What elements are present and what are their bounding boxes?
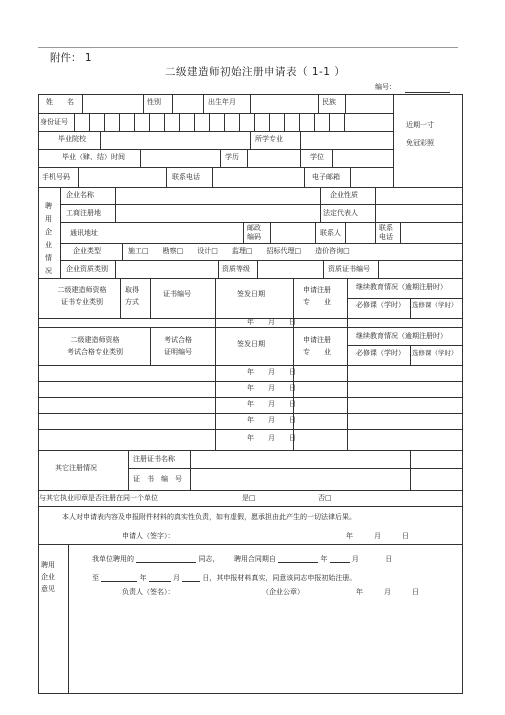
row-line bbox=[60, 222, 463, 223]
gender-label: 性别 bbox=[147, 98, 161, 106]
row-line bbox=[38, 187, 463, 188]
row-line bbox=[60, 243, 463, 244]
side-char: 况 bbox=[45, 267, 52, 275]
col-line bbox=[74, 113, 75, 131]
opinion-date[interactable]: 年 月 日 bbox=[356, 588, 419, 596]
row-line bbox=[347, 298, 463, 299]
text: 月 bbox=[351, 555, 359, 563]
col-line bbox=[293, 278, 294, 450]
side-char: 业 bbox=[45, 241, 52, 249]
col-line bbox=[78, 167, 79, 187]
postcode-label: 邮政编码 bbox=[247, 224, 261, 241]
id-box-line bbox=[89, 113, 90, 131]
number-label: 编号： bbox=[375, 83, 396, 91]
contact-phone-label: 联系电话 bbox=[379, 224, 393, 241]
apply-major-header bbox=[303, 334, 331, 358]
col-line bbox=[150, 278, 151, 318]
row-line bbox=[38, 327, 463, 328]
photo-label: 近期一寸 bbox=[406, 121, 434, 129]
col-line bbox=[115, 260, 116, 278]
col-line bbox=[347, 278, 348, 450]
header-line: 取得 bbox=[125, 286, 139, 294]
text: 至 bbox=[92, 574, 99, 582]
row-line bbox=[38, 413, 463, 414]
school-label: 毕业院校 bbox=[58, 135, 86, 143]
side-char: 意见 bbox=[41, 585, 55, 593]
row-line bbox=[38, 544, 463, 545]
end-month-field[interactable] bbox=[149, 573, 171, 582]
seal-label: （企业公章） bbox=[262, 588, 304, 596]
attachment-label: 附件： 1 bbox=[50, 52, 92, 64]
id-box-line bbox=[119, 113, 120, 131]
text: 同志， bbox=[198, 555, 220, 563]
side-char: 用 bbox=[45, 215, 52, 223]
col-line bbox=[172, 94, 173, 113]
other-reg-label: 其它注册情况 bbox=[55, 464, 97, 472]
col-line bbox=[100, 131, 101, 149]
id-box-line bbox=[104, 113, 105, 131]
col-line bbox=[128, 450, 129, 490]
apply-major-header bbox=[303, 284, 331, 308]
col-line bbox=[122, 243, 123, 260]
id-box-line bbox=[134, 113, 135, 131]
company-type-label: 企业类型 bbox=[73, 247, 101, 255]
col-line bbox=[143, 94, 144, 113]
contact-label: 联系人 bbox=[320, 229, 341, 237]
reg-cert-name-label: 注册证书名称 bbox=[133, 455, 175, 463]
mail-address-label: 通讯地址 bbox=[70, 229, 98, 237]
id-box-line bbox=[194, 113, 195, 131]
col-line bbox=[68, 544, 69, 694]
col-line bbox=[120, 278, 121, 318]
header-line: 专 业 bbox=[303, 298, 331, 306]
start-month-field[interactable] bbox=[330, 554, 350, 563]
id-box-line bbox=[269, 113, 270, 131]
exam-cert-header bbox=[164, 334, 192, 358]
col-line bbox=[410, 450, 411, 490]
date-field[interactable]: 年 月 日 bbox=[247, 318, 296, 326]
col-line bbox=[332, 149, 333, 167]
header-line: 二级建造师资格 bbox=[70, 336, 120, 344]
header-line: 证书专业类别 bbox=[61, 298, 103, 306]
text: 年 bbox=[139, 574, 147, 582]
other-cert-no-label: 证 书 编 号 bbox=[133, 475, 182, 483]
row-line bbox=[38, 365, 463, 366]
col-line bbox=[140, 149, 141, 167]
col-line bbox=[247, 149, 248, 167]
row-line bbox=[38, 381, 463, 382]
col-line bbox=[320, 187, 321, 222]
id-label: 身份证号 bbox=[40, 118, 68, 126]
col-line bbox=[345, 94, 346, 113]
date-field[interactable]: 年 月 日 bbox=[247, 434, 296, 442]
same-unit-yes[interactable]: 是□ bbox=[242, 494, 256, 502]
required-header: 必修课（学时） bbox=[356, 301, 405, 309]
cert-number-label: 资质证书编号 bbox=[328, 265, 370, 273]
row-line bbox=[38, 490, 463, 491]
id-box-line bbox=[149, 113, 150, 131]
number-field-line[interactable] bbox=[405, 92, 450, 93]
col-line bbox=[257, 260, 258, 278]
opinion-line1 bbox=[92, 554, 392, 563]
date-field[interactable]: 年 月 日 bbox=[247, 416, 296, 424]
id-box-line bbox=[179, 113, 180, 131]
id-box-line bbox=[344, 113, 345, 131]
col-line bbox=[150, 327, 151, 365]
name-label: 姓 名 bbox=[46, 98, 74, 106]
header-line: 考试合格专业类别 bbox=[67, 348, 123, 356]
qualification-level-label: 资质等级 bbox=[222, 265, 250, 273]
opinion-line2 bbox=[92, 573, 356, 582]
header-line: 申请注册 bbox=[303, 336, 331, 344]
side-char: 企业 bbox=[41, 573, 55, 581]
header-line: 考试合格 bbox=[164, 336, 192, 344]
ethnicity-label: 民族 bbox=[322, 98, 336, 106]
same-unit-no[interactable]: 否□ bbox=[318, 494, 332, 502]
col-line bbox=[393, 94, 394, 187]
education-label: 学历 bbox=[225, 153, 239, 161]
col-line bbox=[345, 222, 346, 243]
reg-address-label: 工商注册地 bbox=[66, 209, 101, 217]
header-line: 二级建造师资格 bbox=[57, 286, 107, 294]
text: 聘用合同期自 bbox=[233, 555, 276, 563]
degree-label: 学位 bbox=[310, 153, 324, 161]
col-line bbox=[220, 149, 221, 167]
col-line bbox=[212, 167, 213, 187]
form-title: 二级建造师初始注册申请表（ 1-1 ） bbox=[165, 66, 346, 78]
company-type-options[interactable]: 施工□ 勘察□ 设计□ 监理□ 招标代理□ 造价咨询□ bbox=[128, 247, 350, 255]
side-char: 企 bbox=[45, 228, 52, 236]
issue-date-header: 签发日期 bbox=[237, 340, 265, 348]
side-char: 情 bbox=[45, 254, 52, 262]
row-line bbox=[128, 468, 463, 469]
employer-side-label bbox=[45, 200, 54, 278]
row-line bbox=[38, 397, 463, 398]
col-line bbox=[218, 260, 219, 278]
id-box-line bbox=[224, 113, 225, 131]
same-unit-question: 与其它执业印章是否注册在同一个单位 bbox=[39, 494, 158, 502]
required-header: 必修课（学时） bbox=[356, 349, 405, 357]
id-box-line bbox=[164, 113, 165, 131]
photo-label: 免冠彩照 bbox=[406, 139, 434, 147]
signer-label: 负责人（签名）： bbox=[122, 588, 175, 596]
id-box-line bbox=[284, 113, 285, 131]
row-line bbox=[60, 260, 463, 261]
phone-label: 联系电话 bbox=[172, 173, 200, 181]
col-line bbox=[250, 131, 251, 149]
qualification-label: 企业资质类别 bbox=[66, 265, 108, 273]
elective-header: 选修课（学时） bbox=[412, 349, 458, 357]
end-day-field[interactable] bbox=[182, 573, 200, 582]
col-line bbox=[375, 222, 376, 243]
issue-date-header: 签发日期 bbox=[237, 290, 265, 298]
col-line bbox=[190, 450, 191, 490]
col-line bbox=[304, 167, 305, 187]
col-line bbox=[323, 260, 324, 278]
mobile-label: 手机号码 bbox=[42, 173, 70, 181]
email-label: 电子邮箱 bbox=[312, 173, 340, 181]
id-box-line bbox=[254, 113, 255, 131]
start-year-field[interactable] bbox=[278, 554, 318, 563]
text: 日，其申报材料真实，同意该同志申报初始注册。 bbox=[202, 574, 357, 582]
row-line bbox=[38, 113, 393, 114]
col-line bbox=[375, 187, 376, 222]
cert-no-header: 证书编号 bbox=[163, 290, 191, 298]
declaration-date[interactable]: 年 月 日 bbox=[346, 532, 409, 540]
row-line bbox=[38, 278, 463, 279]
col-line bbox=[203, 94, 204, 113]
major-label: 所学专业 bbox=[255, 135, 283, 143]
legal-rep-label: 法定代表人 bbox=[323, 209, 358, 217]
grad-time-label: 毕业（肄、结）时间 bbox=[62, 153, 125, 161]
row-line bbox=[38, 506, 463, 507]
col-line bbox=[82, 94, 83, 113]
birth-label: 出生年月 bbox=[208, 98, 236, 106]
exam-category-header bbox=[60, 334, 130, 358]
col-line bbox=[115, 187, 116, 222]
opinion-side-label bbox=[41, 559, 55, 595]
form-frame bbox=[38, 94, 463, 694]
cont-edu-header: 继续教育情况（逾期注册时） bbox=[356, 283, 447, 291]
elective-header: 选修课（学时） bbox=[412, 301, 458, 309]
id-box-line bbox=[314, 113, 315, 131]
header-line: 申请注册 bbox=[303, 286, 331, 294]
row-line bbox=[38, 131, 393, 132]
date-field[interactable]: 年 月 日 bbox=[247, 368, 296, 376]
cert-category-header bbox=[52, 284, 112, 308]
top-rule bbox=[38, 47, 458, 48]
date-field[interactable]: 年 月 日 bbox=[247, 384, 296, 392]
header-line: 证明编号 bbox=[164, 348, 192, 356]
declaration-text: 本人对申请表内容及申报附件材料的真实性负责，如有虚假，愿承担由此产生的一切法律后果。 bbox=[62, 513, 356, 521]
company-name-label: 企业名称 bbox=[66, 191, 94, 199]
col-line bbox=[410, 345, 411, 365]
col-line bbox=[300, 149, 301, 167]
row-line bbox=[38, 167, 393, 168]
id-box-line bbox=[209, 113, 210, 131]
col-line bbox=[243, 222, 244, 243]
company-nature-label: 企业性质 bbox=[330, 191, 358, 199]
text: 月 bbox=[172, 574, 180, 582]
end-year-field[interactable] bbox=[101, 573, 137, 582]
col-line bbox=[270, 222, 271, 243]
side-char: 聘 bbox=[45, 202, 52, 210]
row-line bbox=[38, 450, 463, 451]
col-line bbox=[318, 94, 319, 113]
header-line: 方式 bbox=[125, 298, 139, 306]
id-box-line bbox=[299, 113, 300, 131]
col-line bbox=[300, 131, 301, 149]
col-line bbox=[350, 167, 351, 187]
text: 我单位聘用的 bbox=[92, 555, 134, 563]
row-line bbox=[60, 204, 463, 205]
side-char: 聘用 bbox=[41, 561, 55, 569]
id-box-line bbox=[239, 113, 240, 131]
id-box-line bbox=[329, 113, 330, 131]
col-line bbox=[250, 94, 251, 113]
row-line bbox=[38, 149, 393, 150]
col-line bbox=[410, 298, 411, 318]
employee-name-field[interactable] bbox=[136, 554, 196, 563]
col-line bbox=[60, 187, 61, 278]
col-line bbox=[166, 167, 167, 187]
row-line bbox=[38, 429, 463, 430]
method-header bbox=[125, 284, 139, 308]
text: 年 bbox=[320, 555, 328, 563]
text: 日 bbox=[385, 555, 393, 563]
col-line bbox=[400, 222, 401, 243]
applicant-signature-label: 申请人（签字）： bbox=[122, 532, 175, 540]
row-line bbox=[347, 345, 463, 346]
header-line: 专 业 bbox=[303, 348, 331, 356]
date-field[interactable]: 年 月 日 bbox=[247, 400, 296, 408]
cont-edu-header: 继续教育情况（逾期注册时） bbox=[356, 332, 447, 340]
col-line bbox=[315, 222, 316, 243]
col-line bbox=[378, 260, 379, 278]
col-line bbox=[215, 278, 216, 450]
